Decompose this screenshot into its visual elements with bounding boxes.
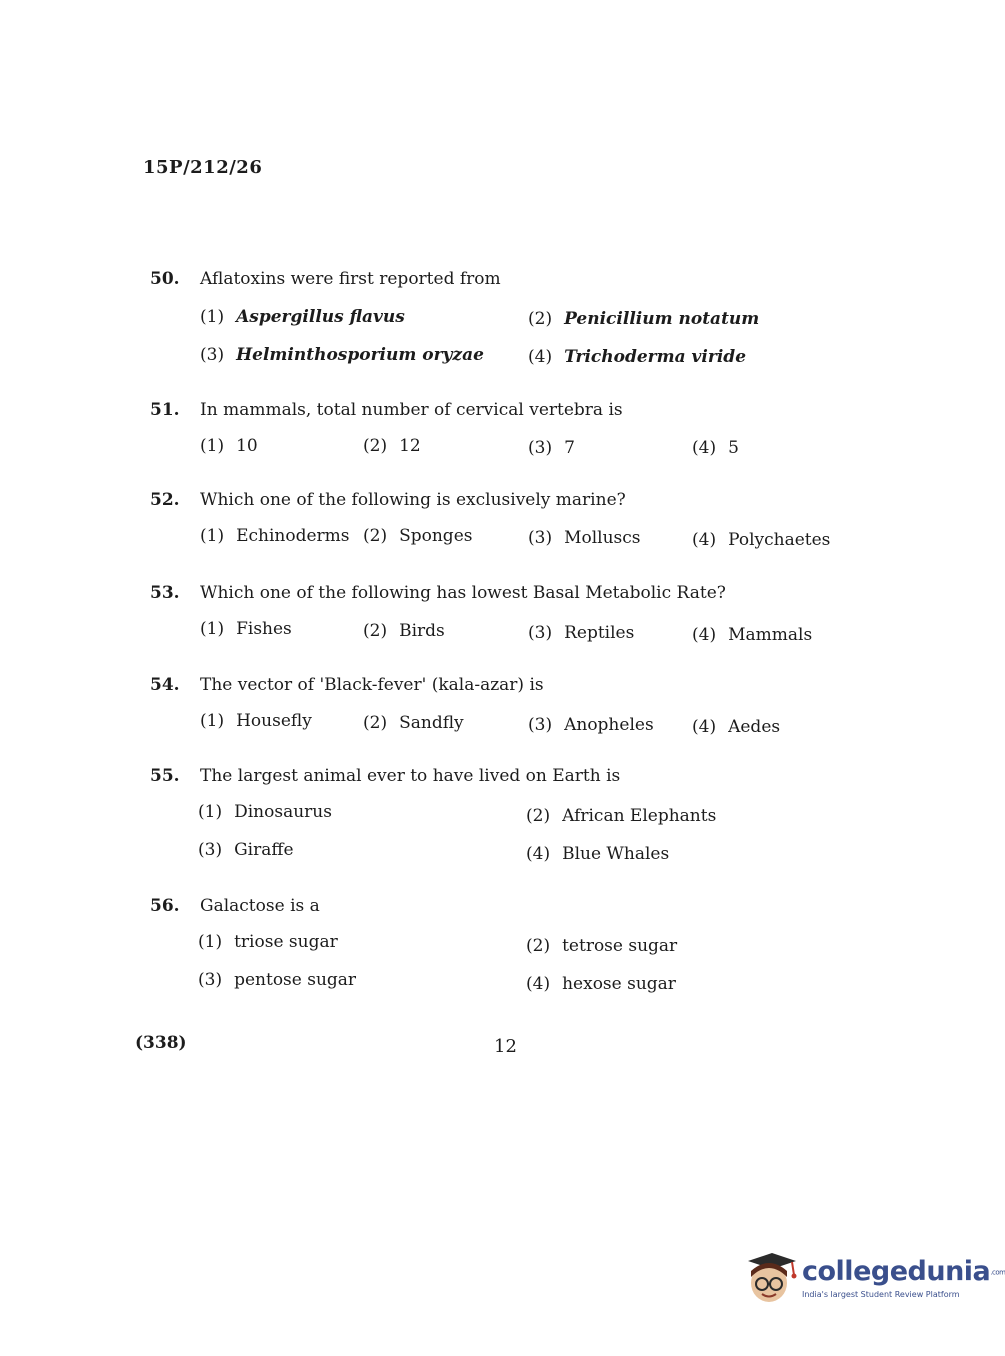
question-text: Aflatoxins were first reported from bbox=[200, 269, 501, 289]
question-number: 50. bbox=[150, 269, 180, 289]
question-52 bbox=[150, 488, 850, 552]
option-4: (4) Trichoderma viride bbox=[528, 347, 747, 367]
booklet-code: (338) bbox=[135, 1033, 187, 1053]
option-1: (1) Aspergillus flavus bbox=[200, 307, 405, 327]
option-1: (1) Dinosaurus bbox=[198, 802, 332, 822]
question-55 bbox=[150, 764, 850, 868]
brand-tagline: India's largest Student Review Platform bbox=[802, 1289, 960, 1299]
brand-suffix: .com bbox=[990, 1268, 1005, 1277]
option-3: (3) Molluscs bbox=[528, 528, 641, 548]
option-1: (1) 10 bbox=[200, 436, 258, 456]
question-number: 52. bbox=[150, 490, 180, 510]
option-3: (3) Reptiles bbox=[528, 623, 635, 643]
option-1: (1) triose sugar bbox=[198, 932, 338, 952]
question-text: Galactose is a bbox=[200, 896, 320, 916]
question-56 bbox=[150, 894, 850, 998]
option-2: (2) Sponges bbox=[363, 526, 473, 546]
question-number: 54. bbox=[150, 675, 180, 695]
option-4: (4) hexose sugar bbox=[526, 974, 676, 994]
question-text: Which one of the following has lowest Basal Metabolic Rate? bbox=[200, 583, 726, 603]
option-3: (3) Giraffe bbox=[198, 840, 294, 860]
mascot-icon bbox=[742, 1251, 796, 1305]
brand-name: collegedunia bbox=[802, 1256, 991, 1288]
option-2: (2) Penicillium notatum bbox=[528, 309, 760, 329]
paper-code: 15P/212/26 bbox=[143, 157, 263, 178]
option-3: (3) Helminthosporium oryzae bbox=[200, 345, 484, 365]
option-4: (4) Aedes bbox=[692, 717, 781, 737]
question-text: In mammals, total number of cervical vertebra is bbox=[200, 400, 623, 420]
question-text: Which one of the following is exclusively marine? bbox=[200, 490, 626, 510]
option-4: (4) 5 bbox=[692, 438, 739, 458]
option-1: (1) Echinoderms bbox=[200, 526, 350, 546]
option-4: (4) Polychaetes bbox=[692, 530, 831, 550]
question-text: The largest animal ever to have lived on Earth is bbox=[200, 766, 621, 786]
question-50 bbox=[150, 267, 850, 371]
option-4: (4) Mammals bbox=[692, 625, 813, 645]
option-2: (2) Birds bbox=[363, 621, 445, 641]
question-text: The vector of 'Black-fever' (kala-azar) is bbox=[200, 675, 544, 695]
question-number: 55. bbox=[150, 766, 180, 786]
option-3: (3) 7 bbox=[528, 438, 575, 458]
question-number: 51. bbox=[150, 400, 180, 420]
question-number: 53. bbox=[150, 583, 180, 603]
option-3: (3) pentose sugar bbox=[198, 970, 357, 990]
question-54 bbox=[150, 673, 850, 737]
question-51 bbox=[150, 398, 850, 462]
page-number: 12 bbox=[494, 1036, 517, 1057]
collegedunia-logo bbox=[742, 1248, 1005, 1308]
option-1: (1) Housefly bbox=[200, 711, 312, 731]
option-4: (4) Blue Whales bbox=[526, 844, 670, 864]
question-53 bbox=[150, 581, 850, 645]
option-1: (1) Fishes bbox=[200, 619, 292, 639]
option-2: (2) African Elephants bbox=[526, 806, 717, 826]
option-2: (2) 12 bbox=[363, 436, 421, 456]
option-2: (2) tetrose sugar bbox=[526, 936, 678, 956]
question-number: 56. bbox=[150, 896, 180, 916]
option-3: (3) Anopheles bbox=[528, 715, 654, 735]
option-2: (2) Sandfly bbox=[363, 713, 464, 733]
